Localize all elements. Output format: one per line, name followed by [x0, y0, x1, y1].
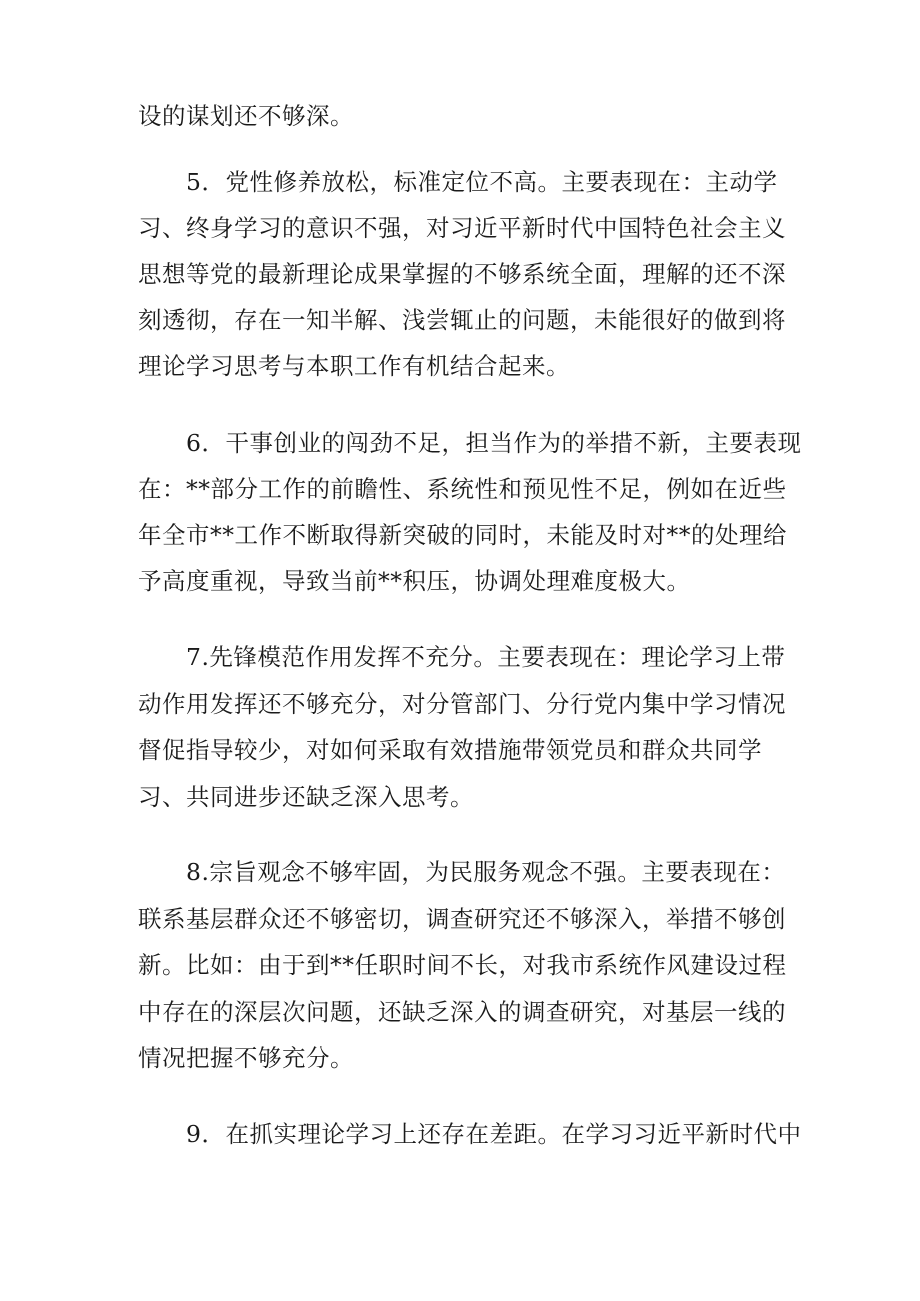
paragraph-5-line-2: 习、终身学习的意识不强，对习近平新时代中国特色社会主义	[138, 214, 786, 242]
paragraph-8-line-4: 中存在的深层次问题，还缺乏深入的调查研究，对基层一线的	[138, 998, 786, 1026]
paragraph-7-line-1: 7.先锋模范作用发挥不充分。主要表现在：理论学习上带	[186, 643, 786, 671]
paragraph-6-line-4: 予高度重视，导致当前**积压，协调处理难度极大。	[138, 567, 691, 595]
paragraph-8-line-3: 新。比如：由于到**任职时间不长，对我市系统作风建设过程	[138, 951, 787, 979]
paragraph-8-line-1: 8.宗旨观念不够牢固，为民服务观念不强。主要表现在：	[186, 858, 786, 886]
paragraph-6-line-3: 年全市**工作不断取得新突破的同时，未能及时对**的处理给	[138, 521, 787, 549]
paragraph-8-line-5: 情况把握不够充分。	[138, 1044, 354, 1072]
paragraph-9-line-1: 9．在抓实理论学习上还存在差距。在学习习近平新时代中	[186, 1120, 802, 1148]
paragraph-5-line-5: 理论学习思考与本职工作有机结合起来。	[138, 352, 570, 380]
paragraph-6-line-2: 在：**部分工作的前瞻性、系统性和预见性不足，例如在近些	[138, 475, 787, 503]
paragraph-8-line-2: 联系基层群众还不够密切，调查研究还不够深入，举措不够创	[138, 905, 786, 933]
paragraph-5-line-1: 5．党性修养放松，标准定位不高。主要表现在：主动学	[186, 168, 778, 196]
paragraph-7-line-4: 习、共同进步还缺乏深入思考。	[138, 783, 474, 811]
paragraph-7-line-3: 督促指导较少，对如何采取有效措施带领党员和群众共同学	[138, 736, 762, 764]
paragraph-6-line-1: 6．干事创业的闯劲不足，担当作为的举措不新，主要表现	[186, 429, 802, 457]
paragraph-5-line-4: 刻透彻，存在一知半解、浅尝辄止的问题，未能很好的做到将	[138, 306, 786, 334]
paragraph-5-line-3: 思想等党的最新理论成果掌握的不够系统全面，理解的还不深	[138, 260, 786, 288]
paragraph-4-line-1: 设的谋划还不够深。	[138, 102, 354, 130]
paragraph-7-line-2: 动作用发挥还不够充分，对分管部门、分行党内集中学习情况	[138, 690, 786, 718]
